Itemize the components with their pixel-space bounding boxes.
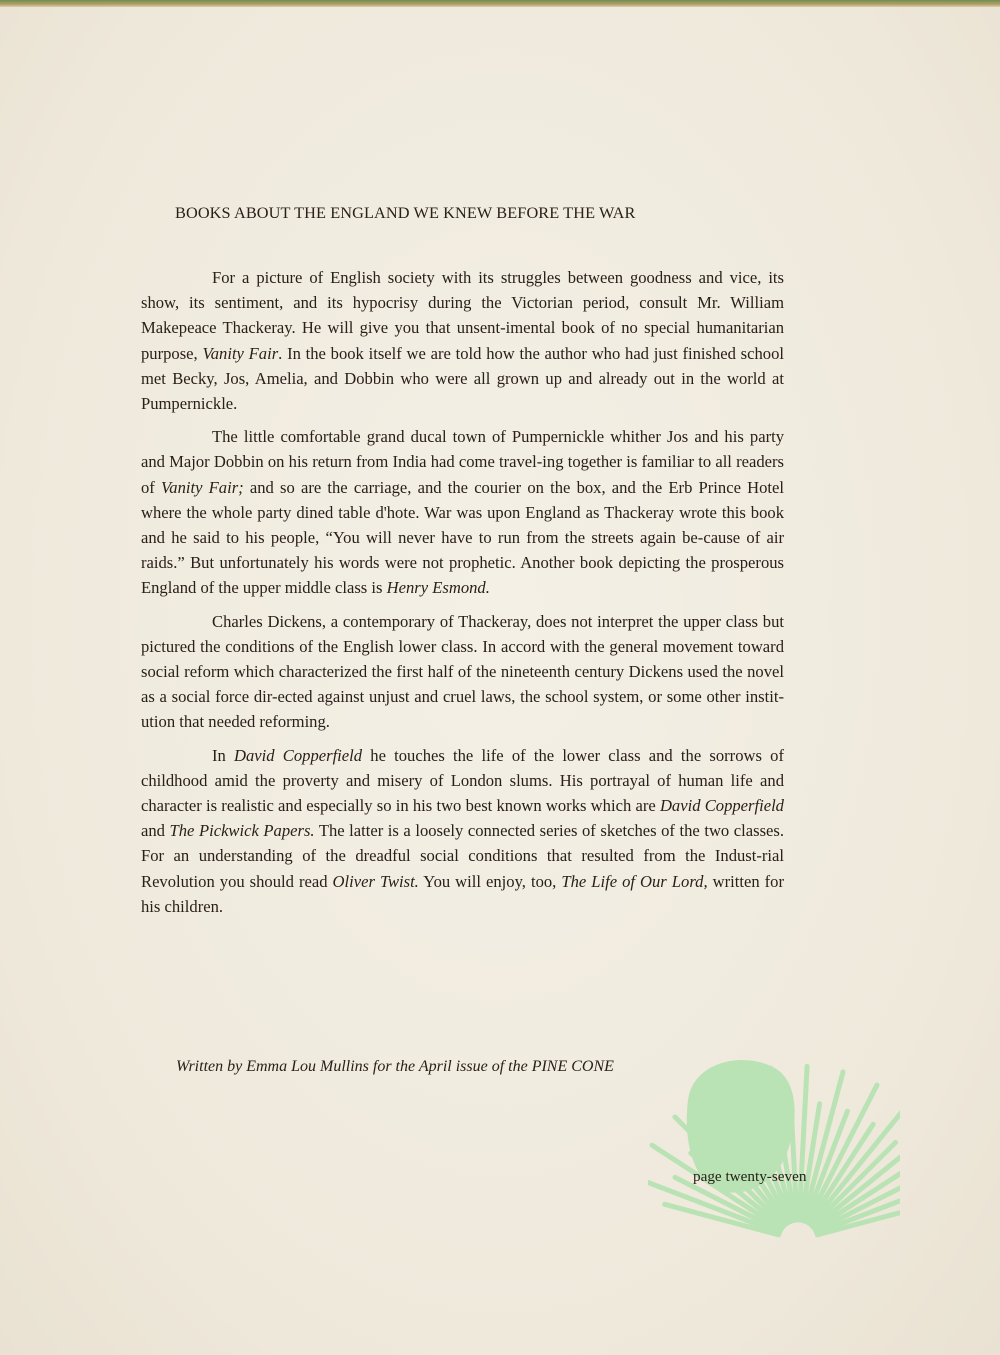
book-title: David Copperfield (659, 796, 784, 816)
article-body (141, 265, 784, 927)
paragraph (141, 265, 784, 416)
text-run: . In the book itself we are told how the author who had just finished school met Becky, Jos, Amelia, and Dobbin who were all grown up and already out in the world at Pumpernickle. (141, 343, 784, 414)
text-run: he touches the life of the lower class and the sorrows of childhood amid the proverty and misery of London slums. His portrayal of human life and character is realistic and especially so in his two best known works which are (141, 745, 784, 816)
book-title: The Life of Our Lord, (561, 871, 708, 891)
text-run: The latter is a loosely connected series of sketches of the two classes. For an understanding of the dreadful social conditions that resulted from the Indust-rial Revolution you should read (141, 821, 785, 891)
text-run: and so are the carriage, and the courier on the box, and the Erb Prince Hotel where the whole party dined table d'hote. War was upon England as Thackeray wrote this book and he said to his people, “You will never have to run from the streets again be-cause of air raids.” But unfortunately his words were not prophetic. Another book depicting the prosperous England of the upper middle class is (141, 477, 784, 598)
text-run: You will enjoy, too, (418, 871, 562, 891)
pine-cone-branch-icon (648, 1040, 900, 1252)
page-top-edge (0, 0, 1000, 7)
book-title: Vanity Fair (202, 343, 279, 363)
text-run: In (212, 745, 235, 765)
text-run: and (141, 821, 170, 841)
author-credit: Written by Emma Lou Mullins for the April issue of the PINE CONE (176, 1058, 614, 1075)
page-number: page twenty-seven (693, 1168, 807, 1185)
paragraph (141, 609, 784, 735)
paragraph (141, 743, 784, 919)
book-title: Vanity Fair; (161, 477, 244, 497)
book-title: Henry Esmond. (386, 578, 490, 598)
article-title: BOOKS ABOUT THE ENGLAND WE KNEW BEFORE THE WAR (175, 203, 636, 222)
book-title: David Copperfield (234, 745, 363, 765)
text-run: For a picture of English society with its struggles between goodness and vice, its show, its sentiment, and its hypocrisy during the Victorian period, consult Mr. William Makepeace Thackeray. He will give you that unsent-imental book of no special humanitarian purpose, (141, 268, 784, 363)
text-run: written for his children. (141, 871, 784, 916)
text-run: The little comfortable grand ducal town of Pumpernickle whither Jos and his party and Major Dobbin on his return from India had come travel-ing together is familiar to all readers of (141, 427, 784, 497)
book-title: Oliver Twist. (332, 871, 419, 891)
paragraph (141, 424, 784, 600)
book-title: The Pickwick Papers. (169, 821, 315, 841)
text-run: Charles Dickens, a contemporary of Thackeray, does not interpret the upper class but pictured the conditions of the English lower class. In accord with the general movement toward social reform which characterized the first half of the nineteenth century Dickens used the novel as a social force dir-ected against unjust and cruel laws, the school system, or some other instit-ution that needed reforming. (141, 611, 784, 732)
